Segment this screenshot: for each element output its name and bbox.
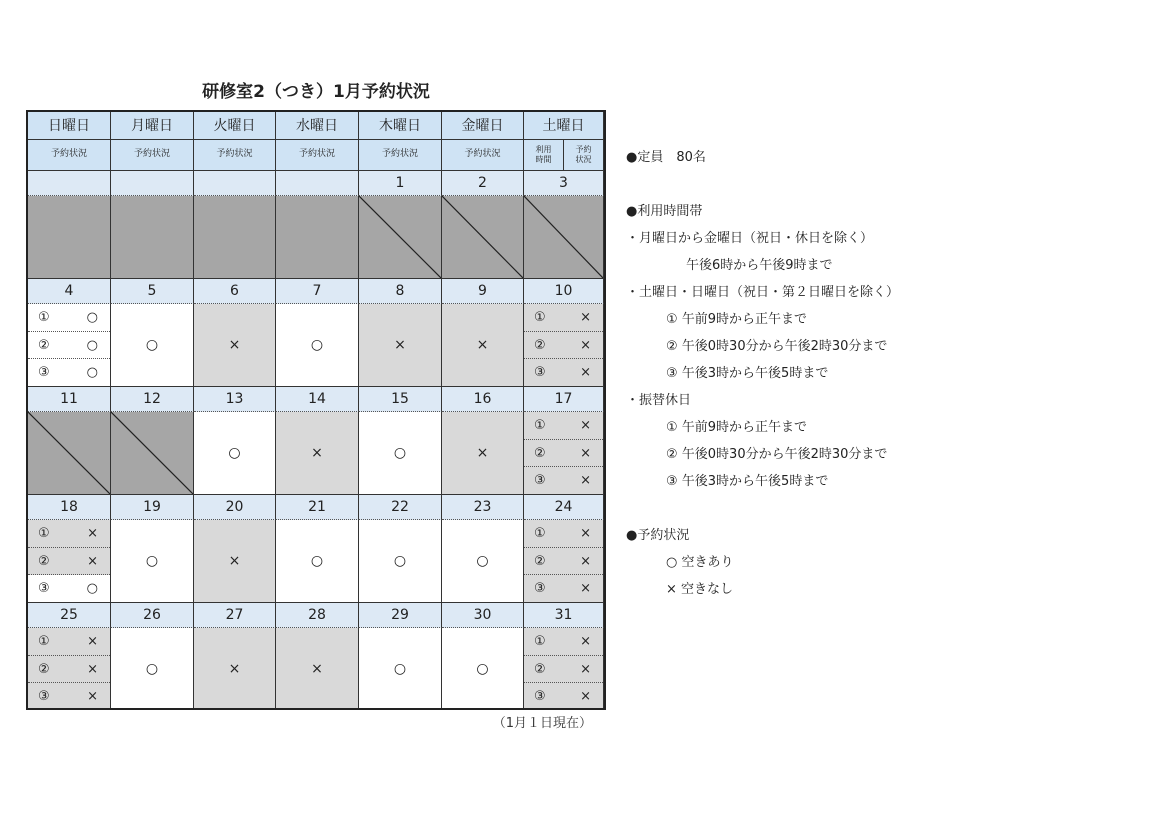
day-number: 12 xyxy=(143,391,161,407)
slot-number: ① xyxy=(38,525,50,541)
day-number-cell xyxy=(276,495,359,520)
available-mark: ○ xyxy=(228,445,241,461)
time-slot-row xyxy=(28,520,110,548)
day-number: 30 xyxy=(473,607,492,623)
slot-number: ① xyxy=(534,309,546,325)
day-number: 26 xyxy=(143,607,161,623)
weekend-label: ・土曜日・日曜日（祝日・第２日曜日を除く） xyxy=(626,285,900,300)
weekday-label: 火曜日 xyxy=(213,118,256,134)
hours-title: ●利用時間帯 xyxy=(626,204,703,219)
full-mark: × xyxy=(87,661,98,677)
available-mark: ○ xyxy=(393,661,407,677)
day-number-cell xyxy=(28,603,111,628)
full-mark: × xyxy=(311,445,323,461)
time-slots xyxy=(28,628,110,710)
weekday-header xyxy=(194,112,276,140)
day-number-cell xyxy=(359,279,442,304)
full-mark: × xyxy=(580,365,591,381)
day-number: 4 xyxy=(64,283,74,299)
slot-number: ① xyxy=(534,525,546,541)
day-status-cell xyxy=(276,196,359,279)
day-number: 23 xyxy=(473,499,492,515)
time-slots xyxy=(524,520,603,602)
day-number: 25 xyxy=(60,607,78,623)
day-number-cell xyxy=(442,171,524,196)
slot-number: ② xyxy=(38,553,50,569)
time-slot-row xyxy=(28,683,110,710)
day-number-cell xyxy=(111,387,194,412)
available-mark: ○ xyxy=(476,661,489,677)
slot-number: ① xyxy=(38,633,50,649)
day-status-cell xyxy=(276,304,359,387)
full-mark: × xyxy=(580,309,591,325)
as-of-date-note: （1月１日現在） xyxy=(492,716,592,731)
time-slot-row xyxy=(28,575,110,602)
full-mark: × xyxy=(87,525,98,541)
available-mark: ○ xyxy=(145,553,159,569)
slot-number: ① xyxy=(38,309,50,325)
full-mark: × xyxy=(394,337,406,353)
full-mark: × xyxy=(580,417,591,433)
day-number-cell xyxy=(111,279,194,304)
day-number-cell xyxy=(194,279,276,304)
day-number: 20 xyxy=(225,499,244,515)
status-subheader xyxy=(524,140,604,171)
slot-number: ③ xyxy=(38,581,50,597)
full-mark: × xyxy=(476,445,489,461)
available-mark: ○ xyxy=(145,337,159,353)
weekday-header xyxy=(276,112,359,140)
page-title: 研修室2（つき）1月予約状況 xyxy=(202,82,430,102)
day-number-cell xyxy=(442,603,524,628)
holiday-slash xyxy=(28,412,110,494)
day-number-cell xyxy=(524,171,604,196)
day-status-cell xyxy=(524,628,604,710)
full-mark: × xyxy=(580,689,591,705)
available-mark: ○ xyxy=(310,553,324,569)
full-mark: × xyxy=(580,337,591,353)
slot-number: ② xyxy=(534,337,546,353)
time-slot-row xyxy=(524,359,603,386)
day-status-cell xyxy=(194,304,276,387)
time-slots xyxy=(524,628,603,710)
full-mark: × xyxy=(580,661,591,677)
day-number-cell xyxy=(442,387,524,412)
saturday-subheader-split xyxy=(524,140,603,170)
status-title: ●予約状況 xyxy=(626,528,690,543)
reservation-status-label: 予約状況 xyxy=(298,149,335,159)
full-mark: × xyxy=(580,525,591,541)
time-slot-row xyxy=(524,440,603,468)
day-number: 1 xyxy=(395,175,405,191)
day-number-cell xyxy=(194,387,276,412)
day-number-cell xyxy=(524,279,604,304)
day-number-cell xyxy=(359,495,442,520)
day-number-cell xyxy=(276,279,359,304)
day-number: 29 xyxy=(391,607,409,623)
day-number-cell xyxy=(359,387,442,412)
day-status-cell xyxy=(28,628,111,710)
time-slot-row xyxy=(524,628,603,656)
day-status-cell xyxy=(194,520,276,603)
slot-number: ① xyxy=(534,417,546,433)
full-mark: × xyxy=(87,633,98,649)
full-mark: × xyxy=(580,581,591,597)
slot-number: ① xyxy=(534,633,546,649)
day-status-cell xyxy=(442,628,524,710)
day-status-cell xyxy=(442,520,524,603)
time-slots xyxy=(524,412,603,494)
day-number: 24 xyxy=(554,499,573,515)
weekday-label: 月曜日 xyxy=(131,118,173,134)
time-slots xyxy=(28,304,110,386)
weekday-label: ・月曜日から金曜日（祝日・休日を除く） xyxy=(626,231,874,246)
reservation-status-label: 予約 状況 xyxy=(575,145,592,164)
available-mark: ○ xyxy=(86,337,98,353)
day-number: 27 xyxy=(225,607,244,623)
weekday-header xyxy=(28,112,111,140)
day-number-cell xyxy=(524,387,604,412)
weekday-label: 木曜日 xyxy=(379,118,421,134)
day-status-cell xyxy=(442,412,524,495)
day-number-cell xyxy=(111,603,194,628)
day-status-cell xyxy=(28,304,111,387)
weekend-slot-1: ① 午前9時から正午まで xyxy=(666,312,808,327)
reservation-calendar xyxy=(26,110,606,710)
day-status-cell xyxy=(111,520,194,603)
day-number: 9 xyxy=(478,283,487,299)
day-status-cell xyxy=(524,412,604,495)
time-slot-row xyxy=(524,683,603,710)
available-mark: ○ xyxy=(86,309,98,325)
weekday-header xyxy=(524,112,604,140)
available-mark: ○ xyxy=(86,581,98,597)
status-subheader xyxy=(359,140,442,171)
day-number: 22 xyxy=(391,499,409,515)
day-status-cell xyxy=(359,628,442,710)
day-status-cell xyxy=(524,520,604,603)
reservation-status-label: 予約状況 xyxy=(464,149,501,159)
time-slot-row xyxy=(28,628,110,656)
full-mark: × xyxy=(228,553,241,569)
day-number: 28 xyxy=(308,607,326,623)
time-slot-row xyxy=(28,332,110,360)
day-status-cell xyxy=(28,196,111,279)
day-number-cell xyxy=(28,279,111,304)
day-number-cell xyxy=(359,603,442,628)
reservation-status-label: 予約状況 xyxy=(216,149,253,159)
time-slot-row xyxy=(28,359,110,386)
day-status-cell xyxy=(111,304,194,387)
status-open: ○ 空きあり xyxy=(666,555,734,570)
time-slot-row xyxy=(524,304,603,332)
time-slot-row xyxy=(28,548,110,576)
day-status-cell xyxy=(28,412,111,495)
usage-time-label: 利用 時間 xyxy=(524,140,564,170)
day-number: 11 xyxy=(60,391,78,407)
day-number: 18 xyxy=(60,499,78,515)
day-number: 6 xyxy=(230,283,239,299)
full-mark: × xyxy=(228,661,241,677)
day-status-cell xyxy=(359,304,442,387)
time-slot-row xyxy=(524,548,603,576)
day-number-cell xyxy=(276,387,359,412)
day-status-cell xyxy=(276,628,359,710)
day-status-cell xyxy=(276,412,359,495)
day-status-cell xyxy=(524,196,604,279)
slot-number: ② xyxy=(38,661,50,677)
full-mark: × xyxy=(228,337,241,353)
holiday-slash xyxy=(359,196,441,278)
available-mark: ○ xyxy=(393,553,407,569)
day-number-cell xyxy=(276,171,359,196)
day-number: 7 xyxy=(312,283,322,299)
slot-number: ② xyxy=(534,445,546,461)
full-mark: × xyxy=(580,473,591,489)
day-number-cell xyxy=(442,495,524,520)
weekday-label: 日曜日 xyxy=(48,118,90,134)
day-number-cell xyxy=(524,603,604,628)
full-mark: × xyxy=(311,661,323,677)
slot-number: ③ xyxy=(534,689,546,705)
day-number: 31 xyxy=(554,607,573,623)
time-slot-row xyxy=(28,656,110,684)
day-number: 17 xyxy=(554,391,573,407)
time-slot-row xyxy=(524,575,603,602)
available-mark: ○ xyxy=(476,553,489,569)
holiday-slash xyxy=(524,196,603,278)
slot-number: ③ xyxy=(38,689,50,705)
day-status-cell xyxy=(194,628,276,710)
weekday-header xyxy=(359,112,442,140)
substitute-holiday-label: ・振替休日 xyxy=(626,393,692,408)
slot-number: ③ xyxy=(534,365,546,381)
full-mark: × xyxy=(87,689,98,705)
available-mark: ○ xyxy=(310,337,324,353)
day-status-cell xyxy=(442,196,524,279)
time-slots xyxy=(28,520,110,602)
day-number: 13 xyxy=(225,391,244,407)
day-number-cell xyxy=(111,495,194,520)
full-mark: × xyxy=(476,337,489,353)
day-number: 5 xyxy=(147,283,157,299)
holiday-slash xyxy=(111,412,193,494)
day-status-cell xyxy=(276,520,359,603)
weekend-slot-2: ② 午後0時30分から午後2時30分まで xyxy=(666,339,888,354)
weekday-header xyxy=(442,112,524,140)
day-number-cell xyxy=(524,495,604,520)
day-status-cell xyxy=(111,412,194,495)
weekday-header xyxy=(111,112,194,140)
time-slot-row xyxy=(524,520,603,548)
day-number: 8 xyxy=(395,283,405,299)
day-number-cell xyxy=(194,171,276,196)
status-subheader xyxy=(442,140,524,171)
full-mark: × xyxy=(87,553,98,569)
day-number: 21 xyxy=(308,499,326,515)
status-subheader xyxy=(28,140,111,171)
time-slot-row xyxy=(524,656,603,684)
day-number: 14 xyxy=(308,391,326,407)
full-mark: × xyxy=(580,553,591,569)
day-number-cell xyxy=(276,603,359,628)
time-slot-row xyxy=(524,332,603,360)
slot-number: ② xyxy=(534,553,546,569)
capacity-text: ●定員 80名 xyxy=(626,150,706,165)
reservation-status-label: 予約状況 xyxy=(50,149,87,159)
status-subheader xyxy=(111,140,194,171)
day-status-cell xyxy=(111,628,194,710)
available-mark: ○ xyxy=(86,365,98,381)
available-mark: ○ xyxy=(145,661,159,677)
substitute-slot-3: ③ 午後3時から午後5時まで xyxy=(666,474,829,489)
day-number: 15 xyxy=(391,391,409,407)
day-number: 3 xyxy=(559,175,568,191)
day-number: 19 xyxy=(143,499,161,515)
day-status-cell xyxy=(359,412,442,495)
status-subheader xyxy=(194,140,276,171)
substitute-slot-2: ② 午後0時30分から午後2時30分まで xyxy=(666,447,888,462)
day-status-cell xyxy=(359,520,442,603)
weekday-label: 土曜日 xyxy=(542,118,585,134)
full-mark: × xyxy=(580,445,591,461)
reservation-status-label: 予約状況 xyxy=(381,149,418,159)
day-number-cell xyxy=(442,279,524,304)
day-number-cell xyxy=(359,171,442,196)
full-mark: × xyxy=(580,633,591,649)
status-full: × 空きなし xyxy=(666,582,734,597)
slot-number: ② xyxy=(38,337,50,353)
slot-number: ③ xyxy=(534,581,546,597)
day-number-cell xyxy=(28,495,111,520)
day-number-cell xyxy=(194,603,276,628)
available-mark: ○ xyxy=(393,445,407,461)
day-number-cell xyxy=(28,387,111,412)
status-subheader xyxy=(276,140,359,171)
slot-number: ② xyxy=(534,661,546,677)
day-number: 10 xyxy=(554,283,573,299)
time-slot-row xyxy=(524,467,603,494)
reservation-status-label: 予約状況 xyxy=(133,149,170,159)
slot-number: ③ xyxy=(38,365,50,381)
day-status-cell xyxy=(359,196,442,279)
time-slots xyxy=(524,304,603,386)
day-number: 2 xyxy=(478,175,487,191)
day-status-cell xyxy=(194,412,276,495)
weekday-label: 水曜日 xyxy=(296,118,338,134)
day-number-cell xyxy=(28,171,111,196)
weekday-label: 金曜日 xyxy=(461,118,504,134)
holiday-slash xyxy=(442,196,523,278)
day-number-cell xyxy=(194,495,276,520)
day-number: 16 xyxy=(473,391,492,407)
weekend-slot-3: ③ 午後3時から午後5時まで xyxy=(666,366,829,381)
substitute-slot-1: ① 午前9時から正午まで xyxy=(666,420,808,435)
day-status-cell xyxy=(194,196,276,279)
time-slot-row xyxy=(28,304,110,332)
weekday-hours: 午後6時から午後9時まで xyxy=(686,258,833,273)
day-status-cell xyxy=(442,304,524,387)
day-status-cell xyxy=(111,196,194,279)
slot-number: ③ xyxy=(534,473,546,489)
day-status-cell xyxy=(28,520,111,603)
day-status-cell xyxy=(524,304,604,387)
day-number-cell xyxy=(111,171,194,196)
time-slot-row xyxy=(524,412,603,440)
